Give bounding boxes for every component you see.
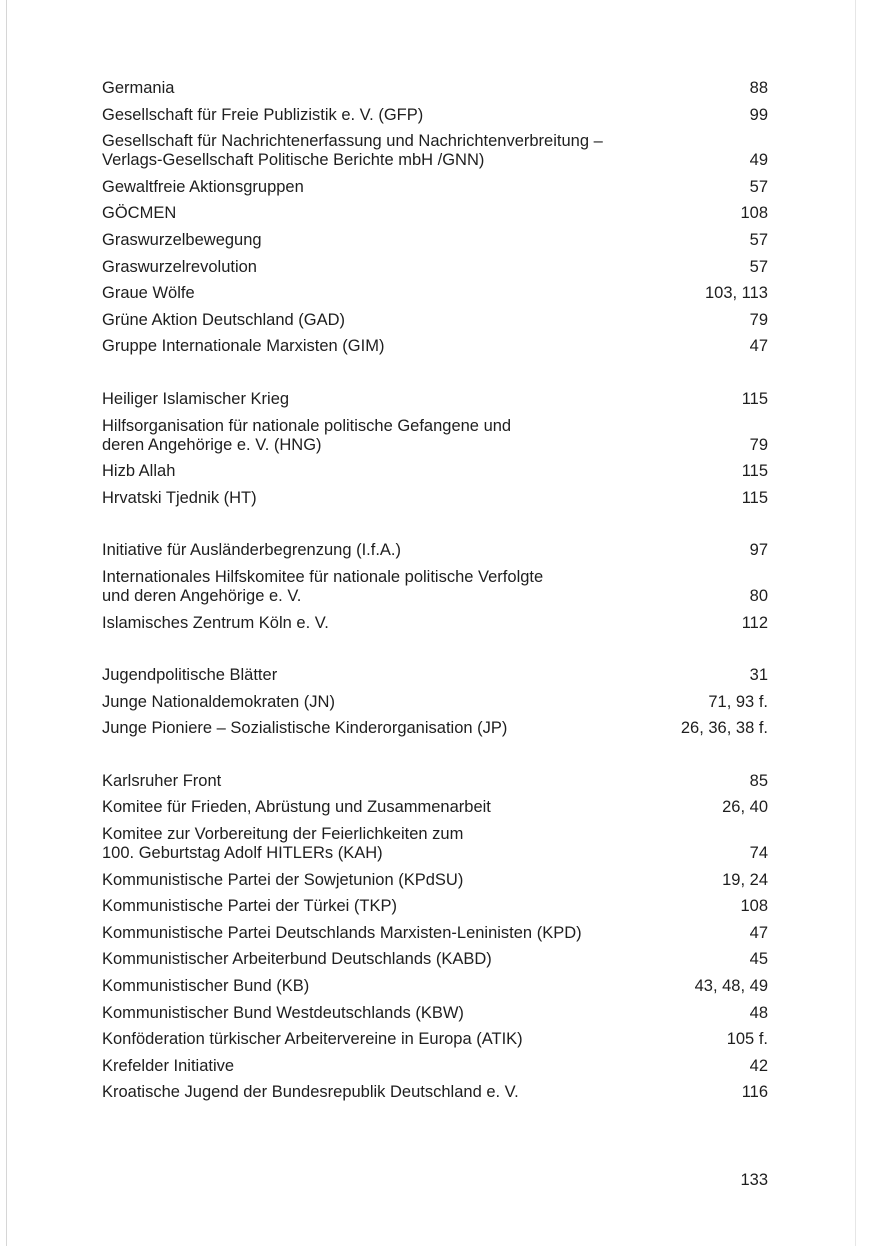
entry-name: Komitee für Frieden, Abrüstung und Zusammenarbeit: [102, 798, 491, 817]
index-entry: [102, 950, 768, 977]
index-entry: [102, 178, 768, 205]
entry-name: Kommunistischer Bund (KB): [102, 977, 310, 996]
entry-pages: 57: [749, 230, 768, 249]
entry-pages: 108: [740, 204, 768, 223]
index-section-h: [102, 390, 768, 515]
index-entry: [102, 258, 768, 285]
entry-pages: 48: [749, 1003, 768, 1022]
index-entry: [102, 1083, 768, 1110]
page-edge-right: [855, 0, 856, 1246]
entry-pages: 112: [741, 613, 768, 632]
entry-pages: 57: [749, 177, 768, 196]
entry-name: Hrvatski Tjednik (HT): [102, 488, 257, 507]
index-entry: [102, 871, 768, 898]
entry-pages: 71, 93 f.: [708, 692, 768, 711]
index-entry: [102, 132, 768, 178]
index-entry: [102, 568, 768, 614]
entry-name: Germania: [102, 79, 175, 97]
entry-pages: 97: [749, 541, 768, 560]
index-entry: [102, 106, 768, 133]
entry-name: Kommunistischer Arbeiterbund Deutschlands (KABD): [102, 950, 492, 969]
index-entry: [102, 462, 768, 489]
index-entry: [102, 897, 768, 924]
page-edge-left: [6, 0, 7, 1246]
index-entry: [102, 1057, 768, 1084]
entry-name: Gruppe Internationale Marxisten (GIM): [102, 337, 385, 356]
entry-name: Gesellschaft für Freie Publizistik e. V. (GFP): [102, 105, 424, 124]
entry-name: Junge Nationaldemokraten (JN): [102, 692, 335, 711]
entry-name: Kommunistischer Bund Westdeutschlands (KBW): [102, 1003, 464, 1022]
index-entry: [102, 719, 768, 746]
entry-name: Junge Pioniere – Sozialistische Kinderorganisation (JP): [102, 719, 508, 738]
index-entry: [102, 79, 768, 106]
entry-name: Graswurzelrevolution: [102, 257, 257, 276]
entry-pages: 31: [749, 666, 768, 685]
entry-pages: 103, 113: [704, 284, 768, 303]
entry-name: Initiative für Ausländerbegrenzung (I.f.A.): [102, 541, 401, 560]
index-entry: [102, 666, 768, 693]
entry-name: Komitee zur Vorbereitung der Feierlichkeiten zum 100. Geburtstag Adolf HITLERs (KAH): [102, 825, 464, 863]
index-list: [102, 79, 768, 1136]
entry-pages: 74: [749, 844, 768, 863]
entry-pages: 79: [749, 435, 768, 454]
entry-name: Graue Wölfe: [102, 284, 195, 303]
entry-name: Hizb Allah: [102, 462, 176, 481]
entry-name: Jugendpolitische Blätter: [102, 666, 278, 685]
entry-name: Kommunistische Partei der Sowjetunion (KPdSU): [102, 870, 464, 889]
entry-pages: 42: [749, 1056, 768, 1075]
entry-name: Konföderation türkischer Arbeitervereine in Europa (ATIK): [102, 1030, 523, 1049]
entry-pages: 115: [741, 462, 768, 481]
index-entry: [102, 311, 768, 338]
entry-pages: 108: [740, 897, 768, 916]
entry-name: GÖCMEN: [102, 204, 177, 223]
entry-pages: 47: [749, 923, 768, 942]
index-section-g: [102, 79, 768, 364]
entry-name: Grüne Aktion Deutschland (GAD): [102, 310, 346, 329]
entry-name: Gesellschaft für Nachrichtenerfassung und Nachrichtenverbreitung – Verlags-Gesellschaft Politische Berichte mbH /GNN): [102, 132, 603, 170]
index-entry: [102, 231, 768, 258]
entry-pages: 88: [749, 79, 768, 97]
index-entry: [102, 489, 768, 516]
index-entry: [102, 798, 768, 825]
entry-pages: 105 f.: [726, 1030, 768, 1049]
entry-name: Karlsruher Front: [102, 771, 222, 790]
entry-pages: 115: [741, 488, 768, 507]
entry-pages: 116: [741, 1083, 768, 1102]
entry-pages: 19, 24: [722, 870, 768, 889]
index-entry: [102, 693, 768, 720]
index-entry: [102, 825, 768, 871]
index-entry: [102, 204, 768, 231]
index-entry: [102, 390, 768, 417]
index-entry: [102, 541, 768, 568]
entry-pages: 80: [749, 586, 768, 605]
entry-name: Krefelder Initiative: [102, 1056, 235, 1075]
entry-pages: 57: [749, 257, 768, 276]
entry-name: Heiliger Islamischer Krieg: [102, 389, 290, 408]
index-section-k: [102, 772, 768, 1110]
index-entry: [102, 337, 768, 364]
index-entry: [102, 1030, 768, 1057]
index-entry: [102, 417, 768, 463]
entry-name: Hilfsorganisation für nationale politische Gefangene und deren Angehörige e. V. (HNG): [102, 416, 512, 454]
entry-pages: 26, 40: [722, 798, 768, 817]
entry-pages: 115: [741, 389, 768, 408]
entry-pages: 47: [749, 337, 768, 356]
entry-name: Internationales Hilfskomitee für nationale politische Verfolgte und deren Angehörige e. V.: [102, 567, 544, 605]
entry-pages: 85: [749, 771, 768, 790]
entry-pages: 79: [749, 310, 768, 329]
entry-pages: 45: [749, 950, 768, 969]
entry-name: Graswurzelbewegung: [102, 230, 262, 249]
index-entry: [102, 924, 768, 951]
entry-name: Gewaltfreie Aktionsgruppen: [102, 177, 304, 196]
index-entry: [102, 772, 768, 799]
entry-pages: 26, 36, 38 f.: [680, 719, 768, 738]
entry-name: Kommunistische Partei der Türkei (TKP): [102, 897, 397, 916]
index-section-i: [102, 541, 768, 640]
index-entry: [102, 284, 768, 311]
entry-pages: 49: [749, 151, 768, 170]
index-section-j: [102, 666, 768, 746]
index-entry: [102, 614, 768, 641]
index-entry: [102, 977, 768, 1004]
page-number: 133: [740, 1171, 768, 1189]
entry-name: Kroatische Jugend der Bundesrepublik Deutschland e. V.: [102, 1083, 519, 1102]
entry-pages: 43, 48, 49: [694, 977, 768, 996]
entry-name: Islamisches Zentrum Köln e. V.: [102, 613, 329, 632]
entry-name: Kommunistische Partei Deutschlands Marxisten-Leninisten (KPD): [102, 923, 582, 942]
entry-pages: 99: [749, 105, 768, 124]
index-entry: [102, 1004, 768, 1031]
